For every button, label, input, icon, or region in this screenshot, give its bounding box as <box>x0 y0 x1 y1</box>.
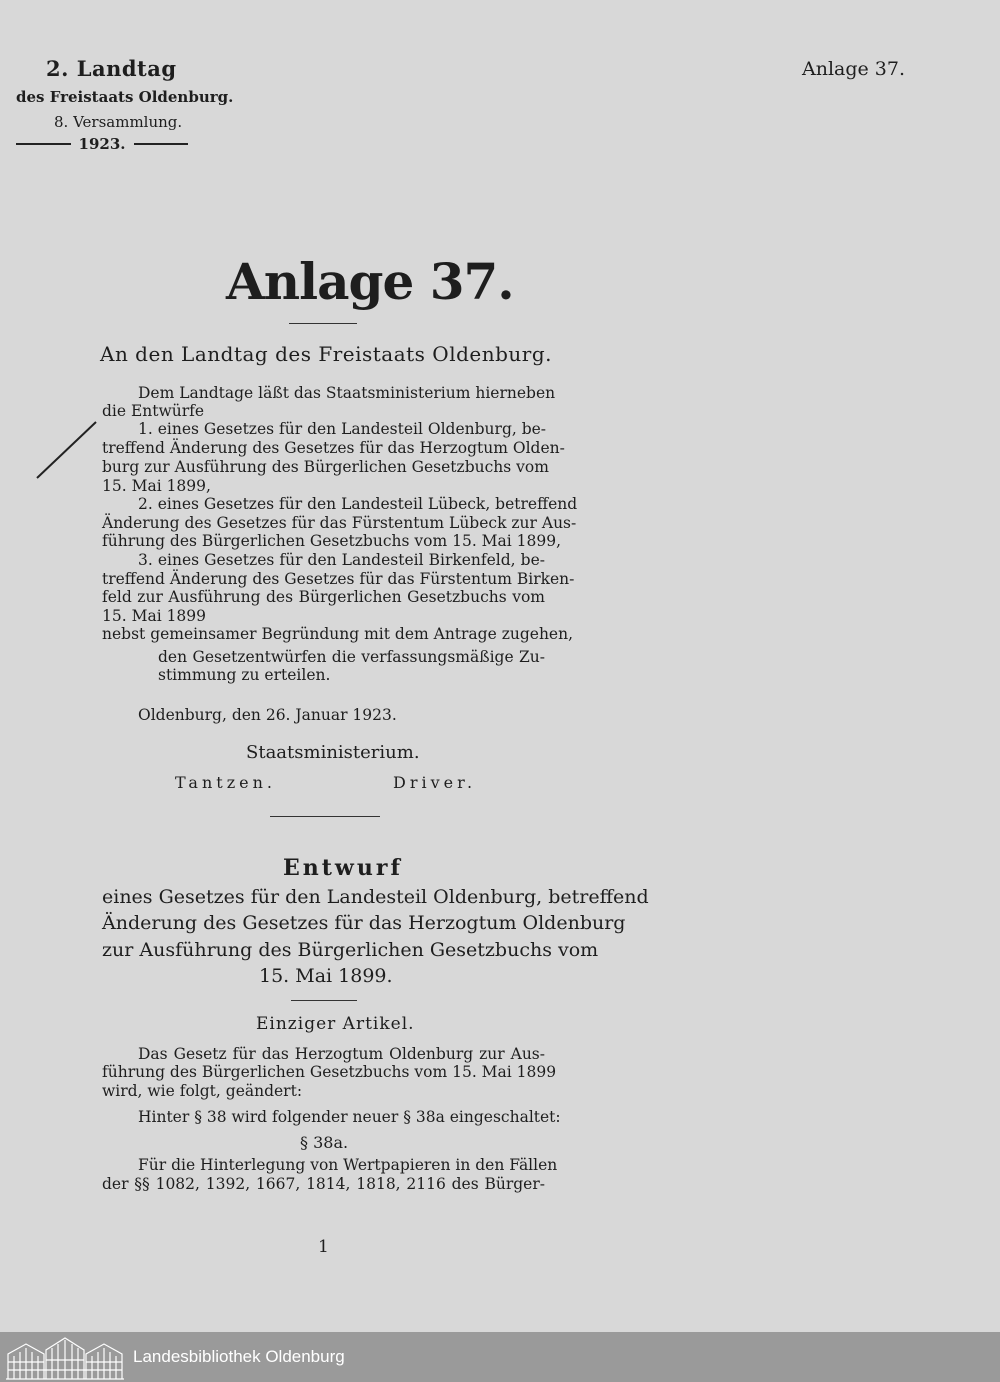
paragraph-number: § 38a. <box>300 1133 349 1152</box>
body-line: 15. Mai 1899 <box>102 607 207 625</box>
header-year-label: 1923. <box>78 135 126 153</box>
title-divider <box>289 323 357 324</box>
signature-tantzen: Tantzen. <box>175 773 276 792</box>
header-year <box>16 135 188 153</box>
body-line: treffend Änderung des Gesetzes für das Fürstentum Birken- <box>102 570 575 588</box>
page-title: Anlage 37. <box>226 252 514 311</box>
draft-title-line: zur Ausführung des Bürgerlichen Gesetzbuchs vom <box>102 939 599 961</box>
article-line: Für die Hinterlegung von Wertpapieren in den Fällen <box>138 1156 558 1174</box>
body-line: die Entwürfe <box>102 402 205 420</box>
signature-driver: Driver. <box>393 773 477 792</box>
article-line: der §§ 1082, 1392, 1667, 1814, 1818, 2116 des Bürger- <box>102 1175 545 1193</box>
body-line: 3. eines Gesetzes für den Landesteil Birkenfeld, be- <box>138 551 545 569</box>
header-year-rule-right <box>134 143 189 145</box>
body-line: 15. Mai 1899, <box>102 477 211 495</box>
header-year-rule-left <box>16 143 71 145</box>
body-line: burg zur Ausführung des Bürgerlichen Gesetzbuchs vom <box>102 458 549 476</box>
body-line: 2. eines Gesetzes für den Landesteil Lübeck, betreffend <box>138 495 578 513</box>
page-number: 1 <box>318 1237 329 1257</box>
header-landtag-title: 2. Landtag <box>46 56 177 81</box>
draft-title-line: Änderung des Gesetzes für das Herzogtum Oldenburg <box>102 912 626 934</box>
body-line: 1. eines Gesetzes für den Landesteil Oldenburg, be- <box>138 420 547 438</box>
article-line: Hinter § 38 wird folgender neuer § 38a eingeschaltet: <box>138 1108 561 1126</box>
body-line: Änderung des Gesetzes für das Fürstentum Lübeck zur Aus- <box>102 514 577 532</box>
header-freistaat: des Freistaats Oldenburg. <box>16 88 234 106</box>
margin-pen-stroke <box>34 420 104 480</box>
place-date: Oldenburg, den 26. Januar 1923. <box>138 706 397 724</box>
footer-bar <box>0 1332 1000 1382</box>
article-line: wird, wie folgt, geändert: <box>102 1082 303 1100</box>
body-line: stimmung zu erteilen. <box>158 666 331 684</box>
body-line: nebst gemeinsamer Begründung mit dem Antrage zugehen, <box>102 625 574 643</box>
article-heading: Einziger Artikel. <box>256 1014 415 1034</box>
header-versammlung: 8. Versammlung. <box>54 113 183 131</box>
draft-title-line: 15. Mai 1899. <box>259 965 393 987</box>
section-divider <box>270 816 380 817</box>
signature-heading: Staatsministerium. <box>246 742 420 763</box>
library-name: Landesbibliothek Oldenburg <box>133 1347 345 1366</box>
body-line: den Gesetzentwürfen die verfassungsmäßige Zu- <box>158 648 545 666</box>
draft-title-line: eines Gesetzes für den Landesteil Oldenburg, betreffend <box>102 886 649 908</box>
draft-heading: Entwurf <box>283 855 403 881</box>
article-line: führung des Bürgerlichen Gesetzbuchs vom 15. Mai 1899 <box>102 1063 557 1081</box>
article-line: Das Gesetz für das Herzogtum Oldenburg zur Aus- <box>138 1045 545 1063</box>
header-anlage-label: Anlage 37. <box>802 58 906 80</box>
body-line: treffend Änderung des Gesetzes für das Herzogtum Olden- <box>102 439 565 457</box>
body-line: feld zur Ausführung des Bürgerlichen Gesetzbuchs vom <box>102 588 545 606</box>
addressee: An den Landtag des Freistaats Oldenburg. <box>100 342 553 366</box>
draft-divider <box>291 1000 357 1001</box>
body-line: führung des Bürgerlichen Gesetzbuchs vom 15. Mai 1899, <box>102 532 562 550</box>
library-building-icon <box>6 1336 124 1380</box>
body-line: Dem Landtage läßt das Staatsministerium hierneben <box>138 384 556 402</box>
